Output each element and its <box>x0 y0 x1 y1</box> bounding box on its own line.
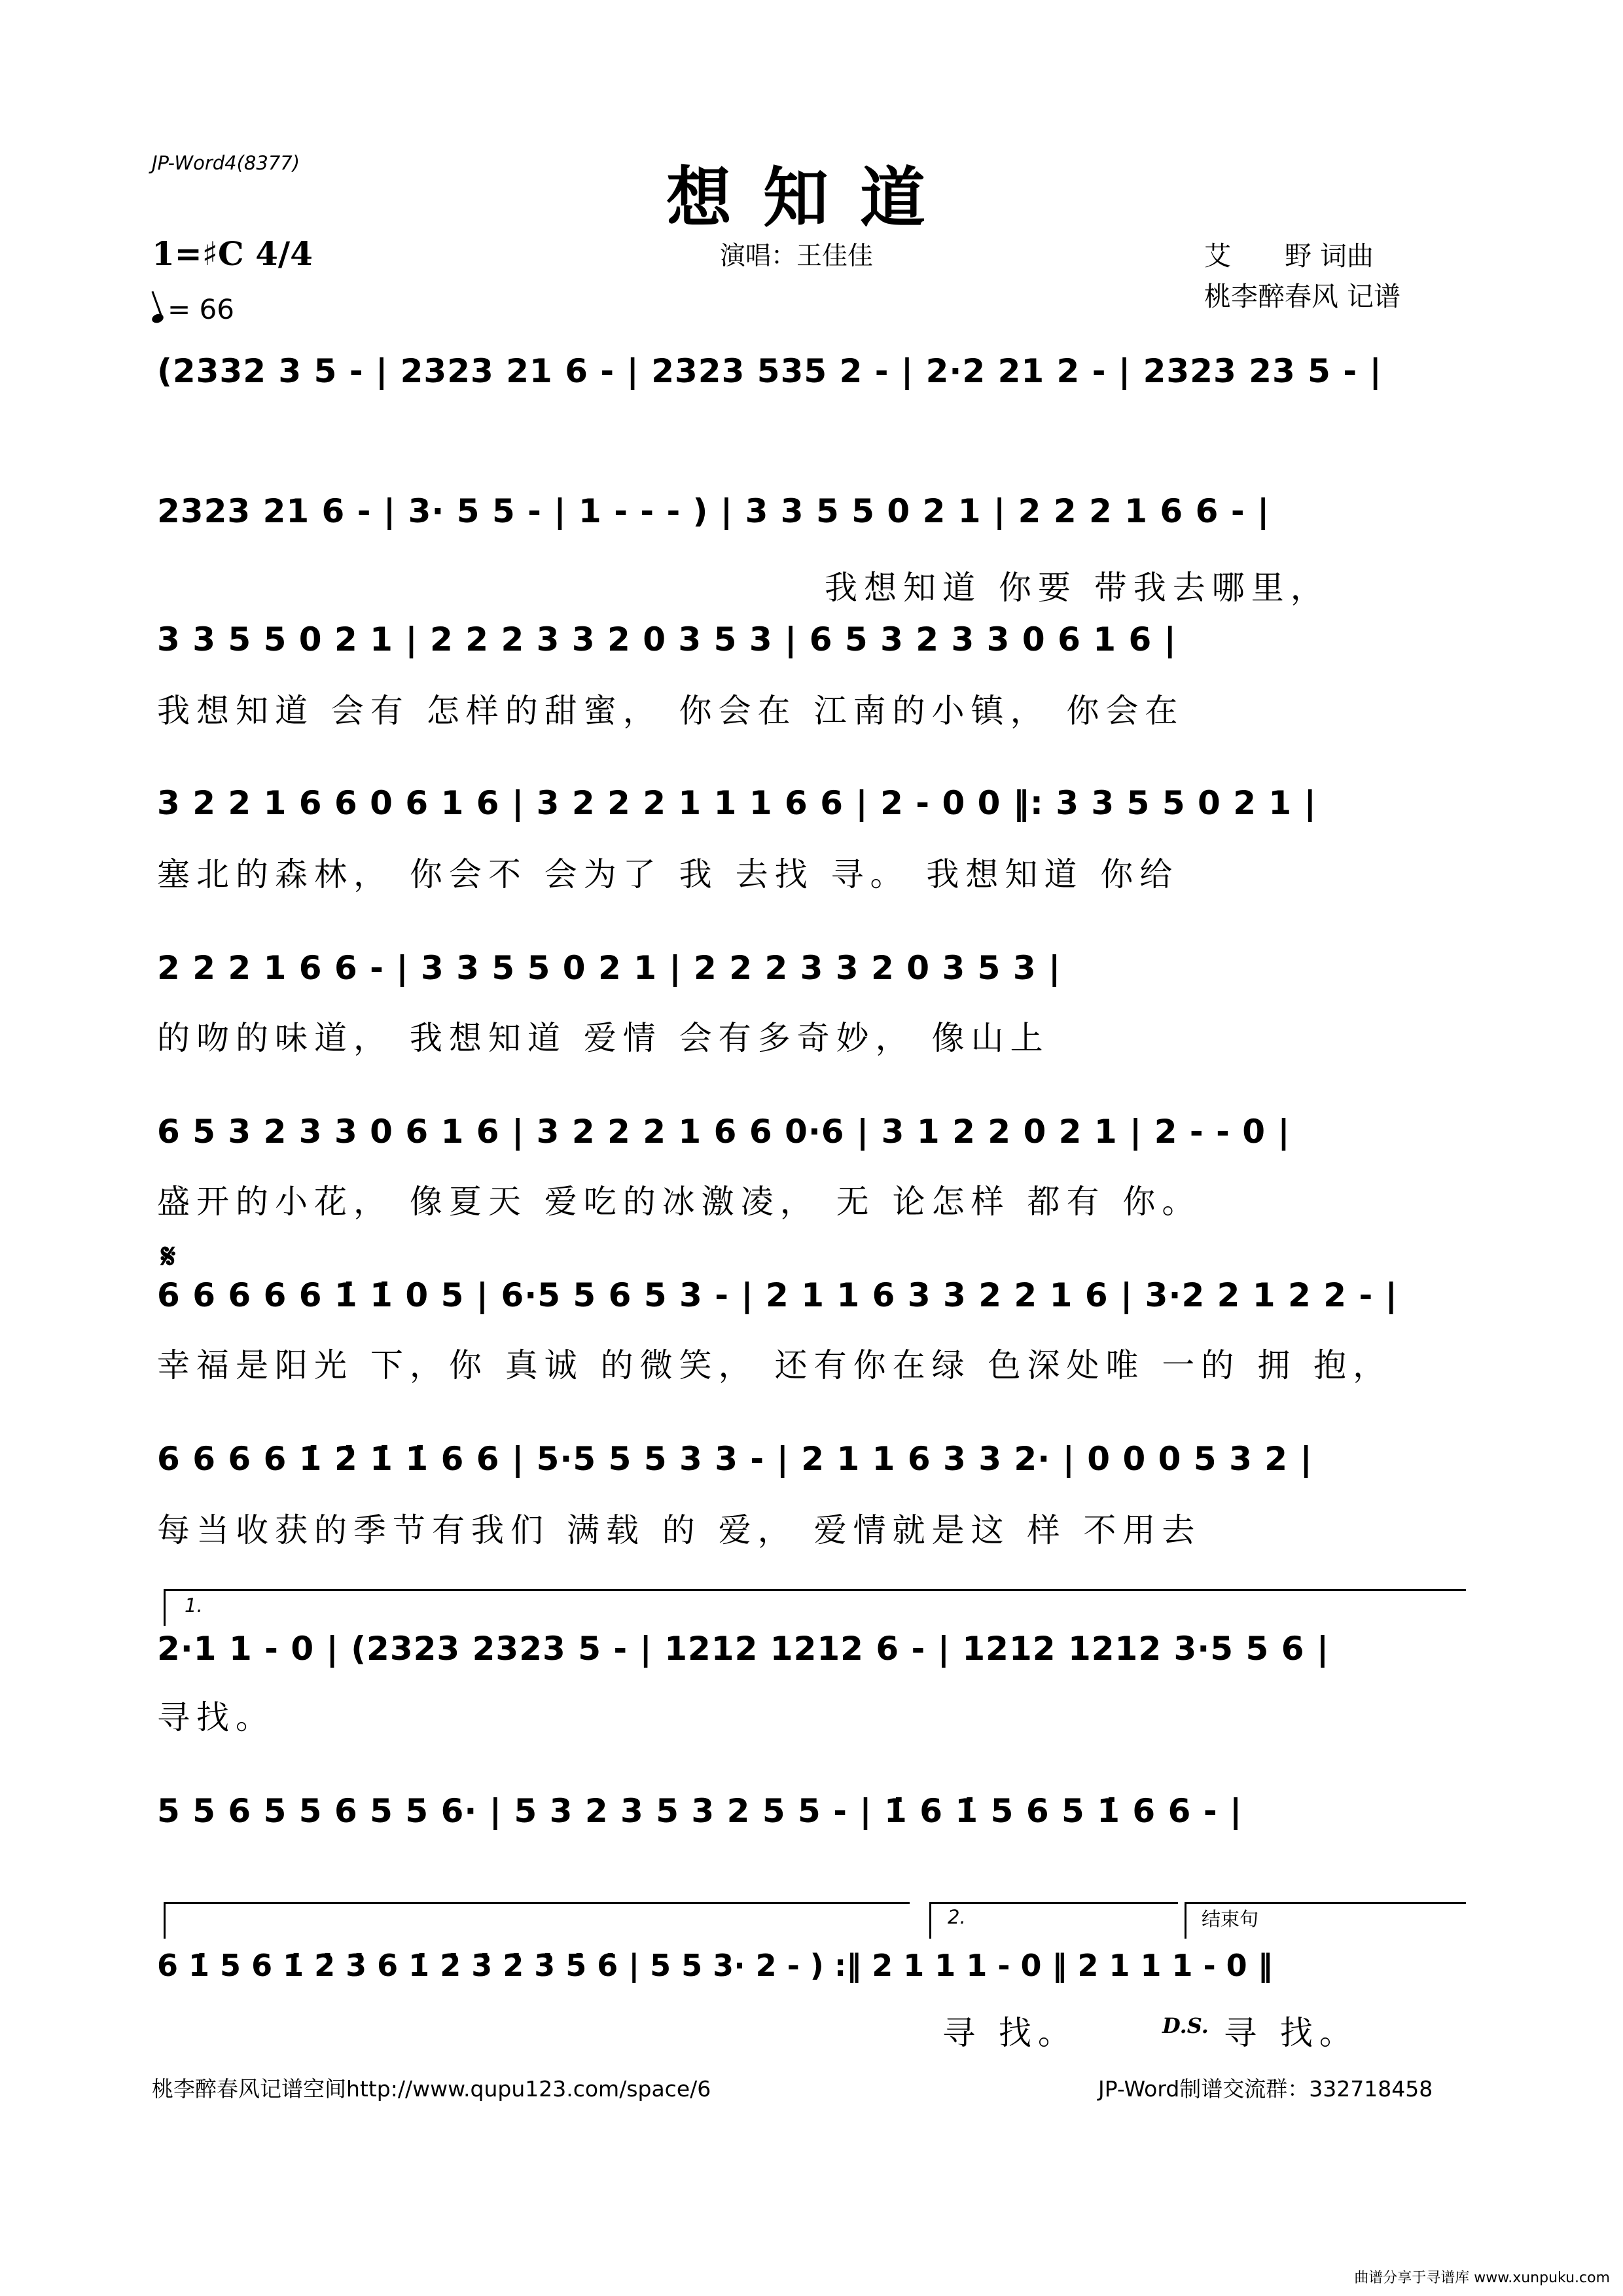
lyricist-credit: 艾 野 词曲 <box>1204 240 1374 272</box>
segno-sign: 𝄋 <box>161 1237 176 1276</box>
coda-lyrics: 寻 找。 <box>1224 2014 1359 2052</box>
score-system-1: (2332 3 5 - | 2323 21 6 - | 2323 535 2 - | 2·2 21 2 - | 2323 23 5 - | <box>157 352 1382 390</box>
footer-right: JP-Word制谱交流群：332718458 <box>1098 2076 1433 2102</box>
lyrics-system-3: 我想知道 会有 怎样的甜蜜， 你会在 江南的小镇， 你会在 <box>157 692 1185 730</box>
second-ending-mark <box>929 1902 931 1939</box>
first-ending-bracket <box>164 1589 1466 1591</box>
repeat-bracket <box>164 1902 910 1904</box>
credits <box>1204 236 1400 317</box>
tempo-value: = 66 <box>168 293 234 325</box>
page-title: 想知道 <box>666 159 957 236</box>
lyrics-system-2: 我想知道 你要 带我去哪里， <box>825 569 1330 607</box>
score-system-9: 2·1 1 - 0 | (2323 2323 5 - | 1212 1212 6 - | 1212 1212 3·5 5 6 | <box>157 1630 1330 1668</box>
score-system-5: 2 2 2 1 6 6 - | 3 3 5 5 0 2 1 | 2 2 2 3 3 2 0 3 5 3 | <box>157 949 1061 987</box>
score-system-11: 6 1̇ 5 6 1̇ 2̇ 3̇ 6 1̇ 2̇ 3̇ 2̇ 3̇ 5̇ 6̇ | 5 5 3· 2 - ) :‖ 2 1 1 1 - 0 ‖ 2 1 1 1 - 0 ‖ <box>157 1948 1273 1983</box>
dal-segno-mark: D.S. <box>1162 2013 1209 2038</box>
lyrics-system-7: 幸福是阳光 下，你 真诚 的微笑， 还有你在绿 色深处唯 一的 拥 抱， <box>157 1346 1393 1384</box>
first-ending-mark <box>164 1589 166 1626</box>
footer-left: 桃李醉春风记谱空间http://www.qupu123.com/space/6 <box>152 2076 711 2102</box>
lyrics-system-8: 每当收获的季节有我们 满载 的 爱， 爱情就是这 样 不用去 <box>157 1511 1202 1549</box>
lyrics-system-9: 寻找。 <box>157 1698 275 1736</box>
source-tag: JP-Word4(8377) <box>152 152 300 174</box>
coda-label: 结束句 <box>1202 1908 1259 1930</box>
coda-bracket-mark <box>1185 1902 1186 1939</box>
tempo-marking <box>152 293 234 325</box>
score-system-2: 2323 21 6 - | 3· 5 5 - | 1 - - - ) | 3 3 5 5 0 2 1 | 2 2 2 1 6 6 - | <box>157 492 1270 530</box>
coda-bracket <box>1185 1902 1466 1904</box>
score-system-10: 5 5 6 5 5 6 5 5 6· | 5 3 2 3 5 3 2 5 5 - | 1̇ 6 1̇ 5 6 5 1̇ 6 6 - | <box>157 1792 1243 1830</box>
singer-credit: 演唱：王佳佳 <box>720 242 874 271</box>
lyrics-system-4: 塞北的森林， 你会不 会为了 我 去找 寻。 我想知道 你给 <box>157 855 1179 893</box>
score-system-8: 6 6 6 6 1̇ 2̇ 1̇ 1̇ 6 6 | 5·5 5 5 3 3 - | 2 1 1 6 3 3 2· | 0 0 0 5 3 2 | <box>157 1440 1313 1478</box>
second-ending-label: 2. <box>948 1906 966 1928</box>
lyrics-system-6: 盛开的小花， 像夏天 爱吃的冰激凌， 无 论怎样 都有 你。 <box>157 1183 1202 1221</box>
key-signature: 1=♯C 4/4 <box>152 234 313 273</box>
lyrics-system-5: 的吻的味道， 我想知道 爱情 会有多奇妙， 像山上 <box>157 1019 1050 1057</box>
first-ending-label: 1. <box>185 1594 203 1617</box>
second-ending-bracket <box>929 1902 1178 1904</box>
quarter-note-icon <box>151 312 164 324</box>
corner-watermark: 曲谱分享于寻谱库 www.xunpuku.com <box>1354 2270 1610 2286</box>
score-system-6: 6 5 3 2 3 3 0 6 1 6 | 3 2 2 2 1 6 6 0·6 | 3 1 2 2 0 2 1 | 2 - - 0 | <box>157 1113 1291 1151</box>
score-system-4: 3 2 2 1 6 6 0 6 1 6 | 3 2 2 2 1 1 1 6 6 | 2 - 0 0 ‖: 3 3 5 5 0 2 1 | <box>157 784 1317 822</box>
score-system-7: 6 6 6 6 6 1̇ 1̇ 0 5 | 6·5 5 6 5 3 - | 2 1 1 6 3 3 2 2 1 6 | 3·2 2 1 2 2 - | <box>157 1276 1398 1314</box>
repeat-bracket-mark <box>164 1902 166 1939</box>
transcriber-credit: 桃李醉春风 记谱 <box>1204 281 1401 312</box>
lyrics-system-11: 寻 找。 <box>942 2014 1077 2052</box>
score-system-3: 3 3 5 5 0 2 1 | 2 2 2 3 3 2 0 3 5 3 | 6 5 3 2 3 3 0 6 1 6 | <box>157 620 1177 658</box>
